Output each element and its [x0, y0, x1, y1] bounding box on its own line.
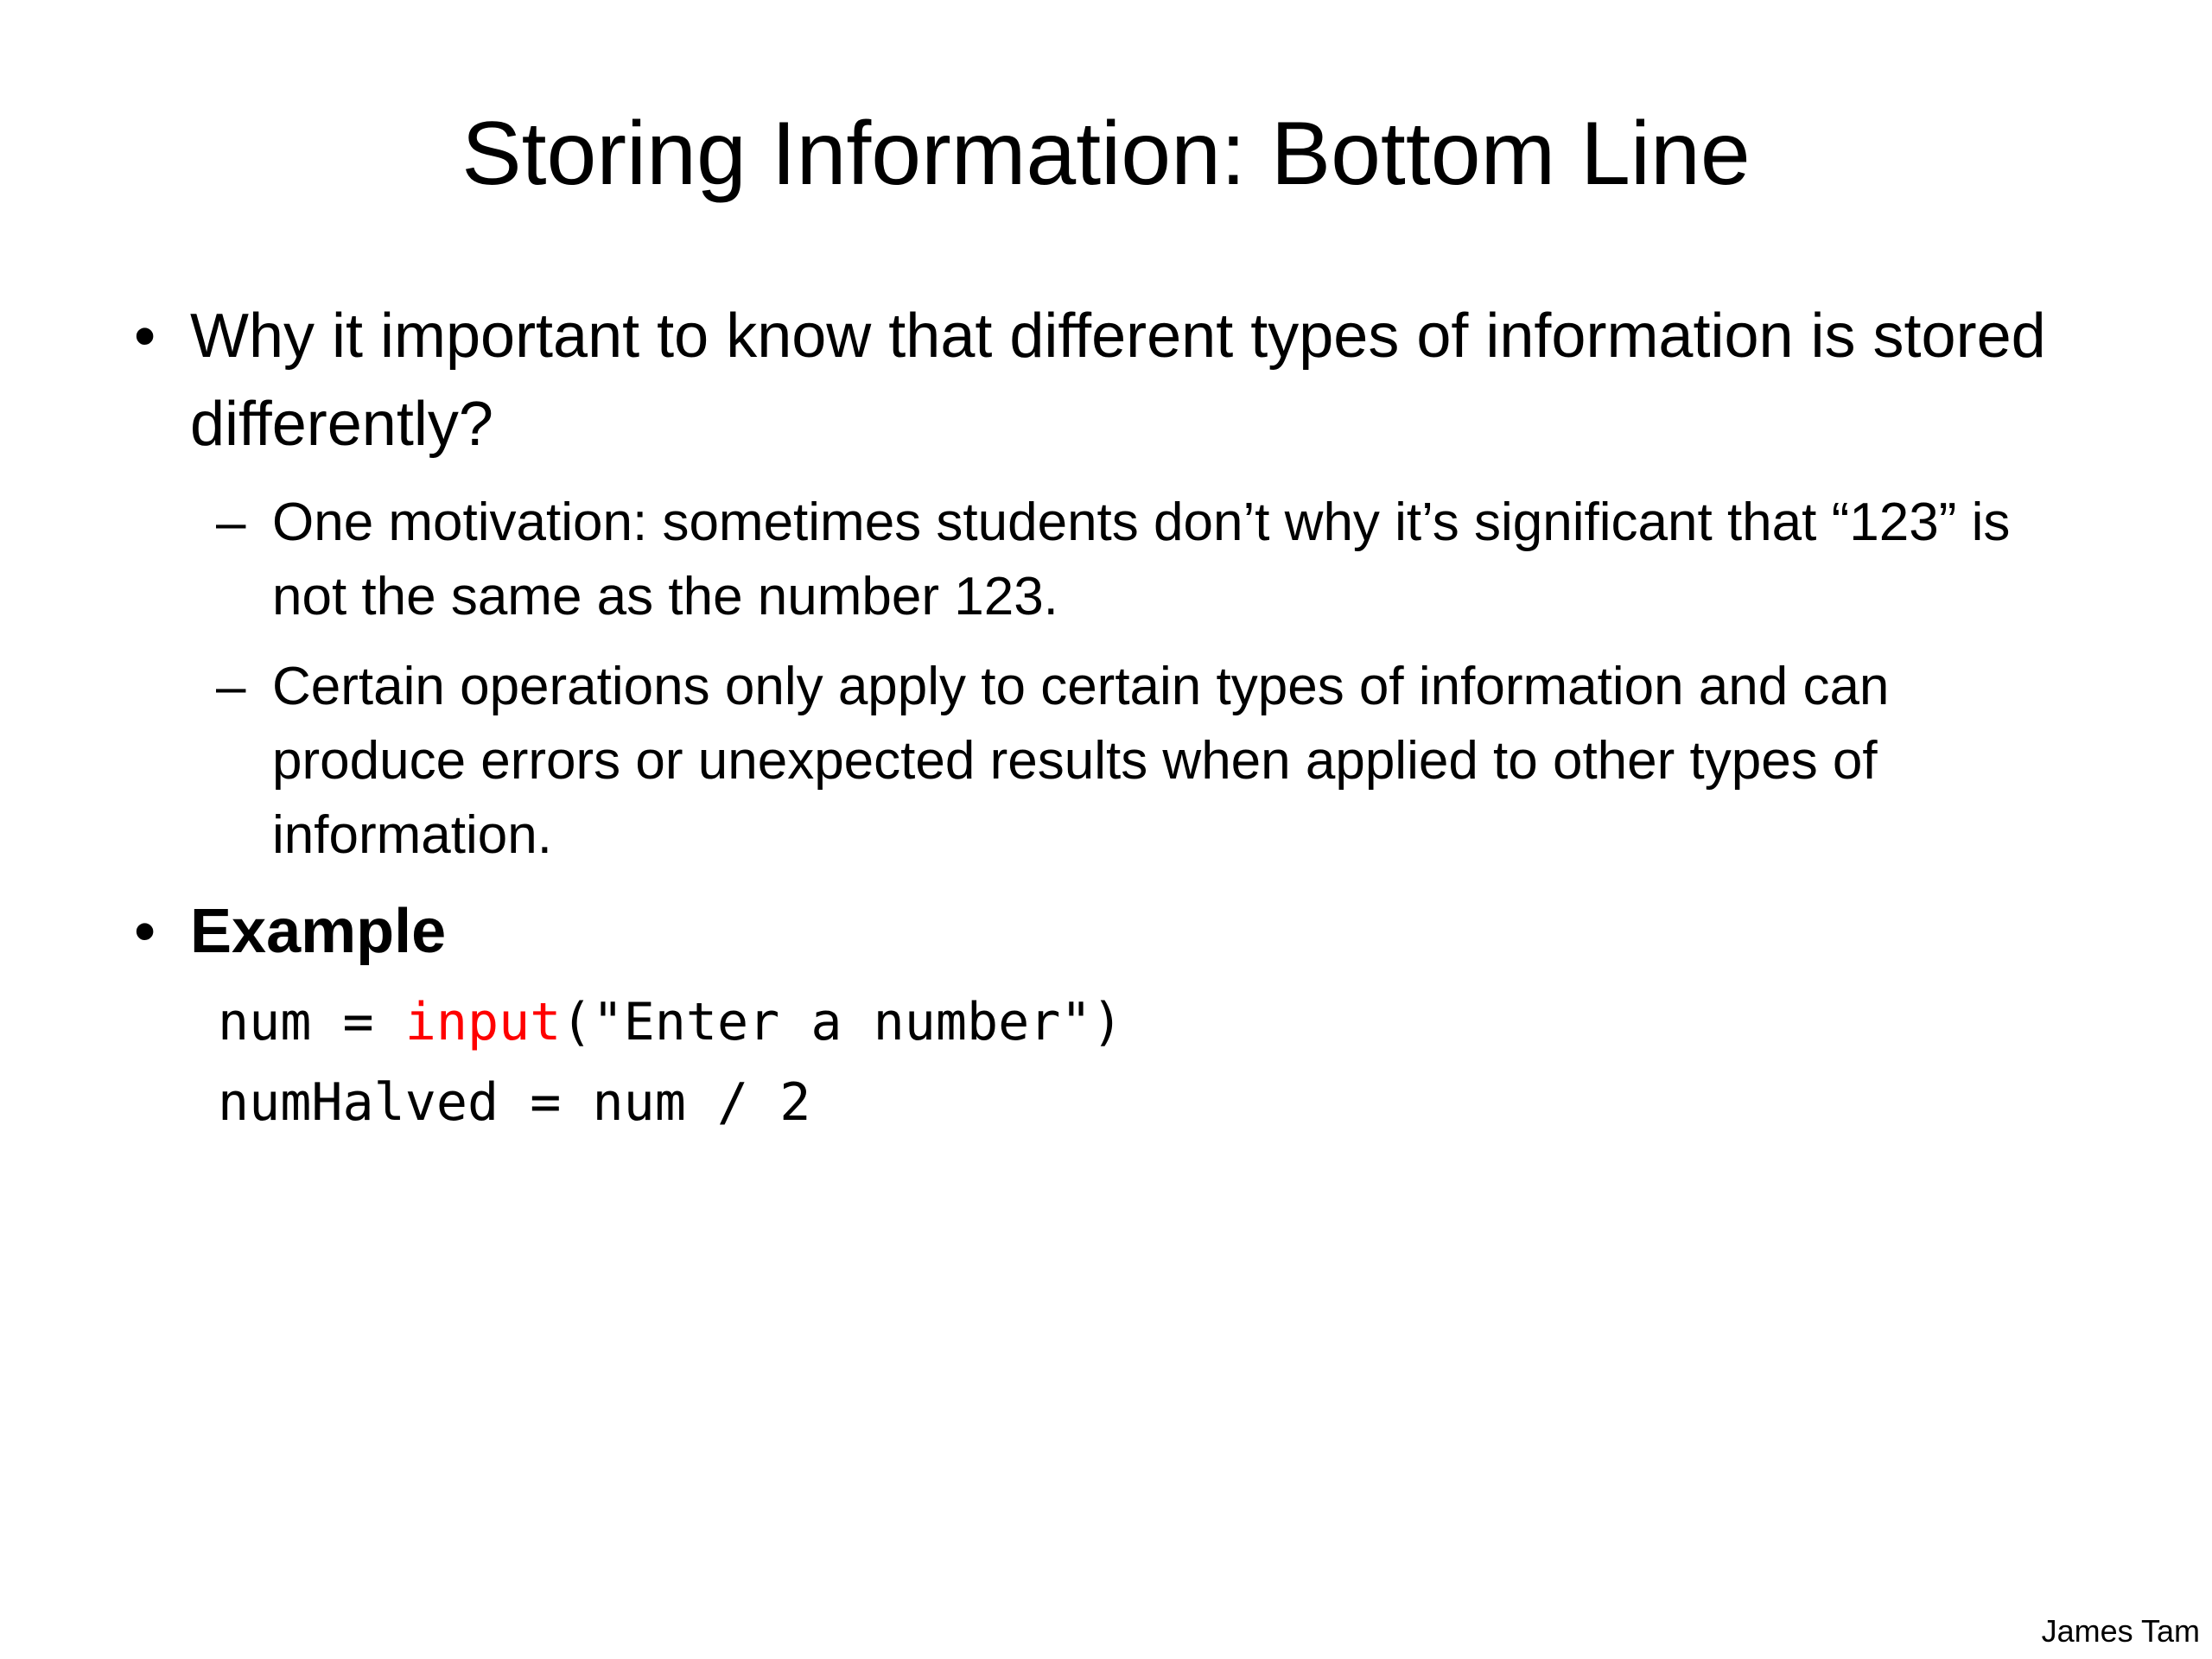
- sub-bullet-text: One motivation: sometimes students don’t why it’s significant that “123” is not the same as the number 123.: [272, 493, 2011, 626]
- sub-bullet-text: Certain operations only apply to certain types of information and can produce errors or unexpected results when applied to other types of information.: [272, 657, 1890, 865]
- bullet-marker: •: [134, 302, 156, 371]
- code-token: ("Enter a number"): [561, 992, 1123, 1052]
- code-line-2: numHalved = num / 2: [218, 1072, 811, 1133]
- code-keyword: input: [404, 992, 562, 1052]
- slide-title: Storing Information: Bottom Line: [461, 104, 1751, 204]
- bullet-text: Why it important to know that different types of information is stored differently?: [190, 302, 2046, 459]
- bullet-text: Example: [190, 897, 447, 966]
- code-line-1: [218, 988, 1123, 1057]
- sub-bullet-marker: –: [216, 493, 246, 552]
- bullet-marker: •: [134, 897, 156, 966]
- sub-bullet-marker: –: [216, 657, 246, 716]
- code-token: num =: [218, 992, 405, 1052]
- footer-author: James Tam: [2041, 1613, 2200, 1649]
